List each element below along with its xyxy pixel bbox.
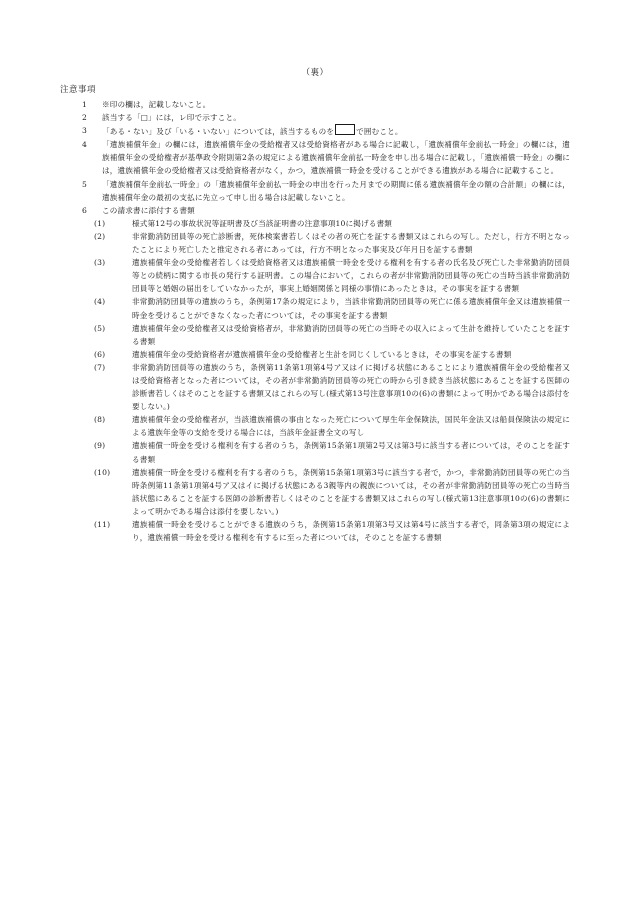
attachment-text: 遺族補償一時金を受けることができる遺族のうち，条例第15条第1項第3号又は第4号に該当する者で，同条第3項の規定により，遺族補償一時金を受ける権利を有するに至った者については，そのことを証する書類 [132,520,570,543]
attachment-item [60,439,570,465]
attachment-item [60,466,570,518]
attachment-text: 非常勤消防団員等の死亡診断書，死体検案書若しくはその者の死亡を証する書類又はこれらの写し。ただし，行方不明となったことにより死亡したと推定される者にあっては，行方不明となった事実及び年月日を証する書類 [132,231,570,255]
attachment-number: (9) [94,441,106,451]
attachment-text: 遺族補償一時金を受ける権利を有する者のうち，条例第15条第1項第2号又は第3号に該当する者については，そのことを証する書類 [132,441,570,464]
note-text: 該当する「□」には，レ印で示すこと。 [102,113,241,123]
attachment-text: 遺族補償一時金を受ける権利を有する者のうち，条例第15条第1項第3号に該当する者で，かつ，非常勤消防団員等の死亡の当時条例第11条第1項第4号ア又はイに掲げる状態にある3親等内の親族については，その者が非常勤消防団員等の死亡の当時当該状態にあることを証する医師の診断書若しくはそのことを証する書類又はこれらの写し(様式第13注意事項10の(6)の書類によって明かである場合は添付を要しない。) [132,467,570,516]
note-item [60,178,570,204]
note-text-before-box: 「ある・ない」及び「いる・いない」については，該当するものを [102,127,335,137]
attachment-number: (11) [94,520,111,529]
attachment-item [60,256,570,295]
attachment-text: 非常勤消防団員等の遺族のうち，条例第17条の規定により，当該非常勤消防団員等の死亡に係る遺族補償年金又は遺族補償一時金を受けることができなくなった者については，その事実を証する書類 [132,297,570,320]
attachment-number: (7) [94,362,106,372]
note-text: この請求書に添付する書類 [102,205,195,215]
attachment-item [60,518,570,544]
attachment-number: (2) [94,231,106,241]
note-number: 6 [82,205,87,215]
attachment-item [60,322,570,348]
attachment-number: (5) [94,323,106,333]
page-side-heading: （裏） [301,68,329,78]
note-text: 「遺族補償年金」の欄には，遺族補償年金の受給権者又は受給資格者がある場合に記載し，「遺族補償年金前払一時金」の欄には，遺族補償年金の受給権者が基準政令附則第2条の規定による遺族補償年金前払一時金を申し出る場合に記載し，「遺族補償一時金」の欄には，遺族補償年金の受給権者又は受給資格者がなく，かつ，遺族補償一時金を受けることができる遺族がある場合に記載すること。 [102,140,570,176]
note-text: ※印の欄は，記載しないこと。 [102,100,211,109]
attachment-number: (8) [94,415,106,425]
attachment-item [60,295,570,321]
note-text-after-box: で囲むこと。 [356,127,403,137]
note-number: 4 [82,140,87,150]
note-item [60,204,570,217]
note-number: 2 [82,113,87,123]
attachment-number: (1) [94,218,106,228]
note-item [60,111,570,124]
attachment-text: 様式第12号の事故状況等証明書及び当該証明書の注意事項10に掲げる書類 [132,218,392,228]
note-number: 1 [82,100,87,109]
enclosure-box-sample [335,124,355,135]
note-item [60,138,570,177]
notes-title: 注意事項 [60,85,97,95]
note-item [60,124,570,138]
attachment-number: (10) [94,467,111,477]
attachment-text: 非常勤消防団員等の遺族のうち，条例第11条第1項第4号ア又はイに掲げる状態にあることにより遺族補償年金の受給権者又は受給資格者となった者については，その者が非常勤消防団員等の死亡の時から引き続き当該状態にあることを証する医師の診断書若しくはそのことを証する書類又はこれらの写し(様式第13号注意事項10の(6)の書類によって明かである場合は添付を要しない。) [132,362,570,412]
attachment-item [60,230,570,256]
attachment-item [60,348,570,361]
note-number: 3 [82,126,87,136]
note-item [60,98,570,111]
note-number: 5 [82,179,87,189]
attachment-text: 遺族補償年金の受給資格者が遺族補償年金の受給権者と生計を同じくしているときは，その事実を証する書類 [132,349,512,359]
attachment-text: 遺族補償年金の受給権者が，当該遺族補償の事由となった死亡について厚生年金保険法，国民年金法又は船員保険法の規定による遺族年金等の支給を受ける場合には，当該年金証書全文の写し [132,415,570,438]
attachment-item [60,361,570,413]
attachment-text: 遺族補償年金の受給権者又は受給資格者が，非常勤消防団員等の死亡の当時その収入によって生計を維持していたことを証する書類 [132,323,570,346]
attachment-number: (4) [94,297,106,307]
attachment-item [60,217,570,230]
note-text: 「遺族補償年金前払一時金」の「遺族補償年金前払一時金の申出を行った月までの期間に係る遺族補償年金の額の合計額」の欄には，遺族補償年金の最初の支払に先立って申し出る場合は記載しないこと。 [102,179,570,202]
attachment-number: (6) [94,349,106,359]
attachment-number: (3) [94,258,106,268]
attachment-text: 遺族補償年金の受給権者若しくは受給資格者又は遺族補償一時金を受ける権利を有する者の氏名及び死亡した非常勤消防団員等との続柄に関する市長の発行する証明書。この場合において，これらの者が非常勤消防団員等の死亡の当時当該非常勤消防団員等と婚姻の届出をしていなかったが，事実上婚姻関係と同様の事情にあったときは，その事実を証する書類 [132,258,570,294]
attachment-item [60,413,570,439]
notes-body [60,98,570,544]
